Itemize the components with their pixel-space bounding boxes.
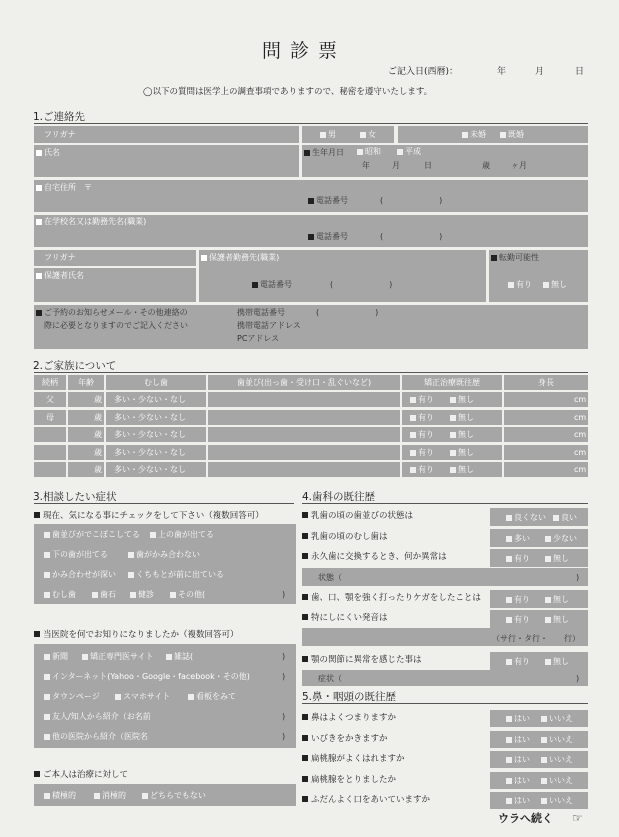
section-5-heading: 5.鼻・咽頭の既往歴 bbox=[302, 691, 397, 703]
nose-yes[interactable]: はい bbox=[506, 797, 530, 805]
transfer-no[interactable]: 無し bbox=[543, 281, 567, 289]
transfer-label: 転勤可能性 bbox=[491, 254, 539, 262]
q-baby-teeth-align: 乳歯の頃の歯並びの状態は bbox=[302, 512, 413, 521]
family-ortho-yes[interactable]: 有り bbox=[410, 466, 434, 474]
months-unit: ヶ月 bbox=[511, 161, 527, 170]
attitude-question: ご本人は治療に対して bbox=[34, 771, 128, 780]
state-label: 状態（ bbox=[318, 573, 342, 582]
family-cell[interactable] bbox=[208, 427, 400, 442]
birth-year: 年 bbox=[362, 161, 370, 170]
family-caries: 多い・少ない・なし bbox=[114, 395, 186, 404]
opt-tartar[interactable]: 歯石 bbox=[92, 591, 116, 599]
symptom-label: 症状（ bbox=[318, 674, 342, 683]
mobile-phone-label: 携帯電話番号 bbox=[237, 308, 285, 317]
family-height-unit: cm bbox=[574, 447, 587, 457]
q-pronunciation: 特にしにくい発音は bbox=[302, 614, 388, 623]
symptom-field[interactable] bbox=[302, 670, 588, 686]
ans-not-good[interactable]: 良くない bbox=[506, 514, 546, 522]
nose-yes[interactable]: はい bbox=[506, 736, 530, 744]
ans-injury-no[interactable]: 無し bbox=[545, 596, 569, 604]
birthdate-label: 生年月日 bbox=[304, 149, 344, 157]
family-header-cell bbox=[402, 375, 502, 390]
contact-note-1: ご予約のお知らせメール・その他連絡の bbox=[36, 309, 188, 317]
family-header-label: 身長 bbox=[538, 378, 554, 387]
nose-answer-box bbox=[490, 751, 588, 768]
family-header-label: 矯正治療既往歴 bbox=[424, 378, 480, 387]
q-permanent-abnormal: 永久歯に交換するとき、何か異常は bbox=[302, 553, 447, 562]
opt-caries[interactable]: むし歯 bbox=[44, 591, 76, 599]
ref-friend[interactable]: 友人/知人から紹介（お名前 bbox=[44, 713, 151, 721]
opt-upper[interactable]: 上の歯が出てる bbox=[150, 531, 214, 539]
nose-question: 扁桃腺がよくはれますか bbox=[302, 755, 405, 764]
nose-no[interactable]: いいえ bbox=[541, 756, 573, 764]
ans-many[interactable]: 多い bbox=[506, 535, 530, 543]
family-header-cell bbox=[504, 375, 588, 390]
family-height-unit: cm bbox=[574, 412, 587, 422]
heisei-checkbox[interactable]: 平成 bbox=[397, 148, 421, 156]
family-age-unit: 歳 bbox=[94, 395, 102, 404]
nose-answer-box bbox=[490, 710, 588, 727]
family-age-unit: 歳 bbox=[94, 412, 102, 422]
nose-yes[interactable]: はい bbox=[506, 777, 530, 785]
family-relation: 母 bbox=[46, 412, 54, 422]
family-ortho-no[interactable]: 無し bbox=[450, 449, 474, 457]
address-field[interactable] bbox=[34, 180, 588, 212]
male-checkbox[interactable]: 男 bbox=[320, 131, 336, 139]
ans-few[interactable]: 少ない bbox=[545, 535, 577, 543]
symptom-question: 現在、気になる事にチェックをして下さい（複数回答可） bbox=[34, 512, 264, 521]
ref-townpage[interactable]: タウンページ bbox=[44, 693, 100, 701]
opt-checkup[interactable]: 健診 bbox=[130, 591, 154, 599]
nose-answer-box bbox=[490, 731, 588, 748]
family-caries: 多い・少ない・なし bbox=[114, 430, 186, 439]
attitude-neutral[interactable]: どちらでもない bbox=[142, 792, 206, 800]
mobile-phone-paren: ( ) bbox=[316, 308, 379, 317]
work-phone-paren: ( ) bbox=[380, 232, 443, 241]
date-label: ご記入日(西暦)： bbox=[388, 67, 459, 77]
a-permanent-abnormal bbox=[490, 549, 588, 567]
family-height-unit: cm bbox=[574, 430, 587, 439]
mobile-mail-label: 携帯電話アドレス bbox=[237, 321, 301, 330]
family-header-cell bbox=[106, 375, 206, 390]
name-field[interactable] bbox=[34, 145, 299, 177]
family-caries: 多い・少ない・なし bbox=[114, 465, 186, 474]
attitude-active[interactable]: 積極的 bbox=[44, 792, 76, 800]
family-cell[interactable] bbox=[208, 410, 400, 425]
nose-no[interactable]: いいえ bbox=[541, 797, 573, 805]
date-year: 年 bbox=[497, 67, 507, 77]
ans-perm-no[interactable]: 無し bbox=[545, 555, 569, 563]
family-header-label: 年齢 bbox=[78, 378, 94, 387]
family-header-label: むし歯 bbox=[144, 378, 168, 387]
guardian-name-label: 保護者氏名 bbox=[36, 272, 84, 280]
family-header-cell bbox=[208, 375, 400, 390]
family-ortho-no[interactable]: 無し bbox=[450, 466, 474, 474]
q-jaw-joint: 顎の関節に異常を感じた事は bbox=[302, 656, 422, 665]
pc-mail-label: PCアドレス bbox=[237, 334, 280, 343]
opt-lower[interactable]: 下の歯が出てる bbox=[44, 551, 108, 559]
q-injury: 歯、口、顎を強く打ったりケガをしたことは bbox=[302, 594, 481, 603]
family-cell[interactable] bbox=[208, 392, 400, 407]
nose-question: いびきをかきますか bbox=[302, 735, 388, 744]
family-cell[interactable] bbox=[34, 445, 66, 460]
opt-other-close: ) bbox=[282, 590, 286, 599]
furigana-label: フリガナ bbox=[44, 130, 76, 139]
name-label: 氏名 bbox=[36, 149, 60, 157]
ref-internet[interactable]: インターネット(Yahoo・Google・facebook・その他) bbox=[44, 673, 250, 681]
family-cell[interactable] bbox=[208, 445, 400, 460]
ans-pron-yes[interactable]: 有り bbox=[506, 616, 530, 624]
gender-field[interactable] bbox=[302, 126, 394, 143]
opt-deep[interactable]: かみ合わせが深い bbox=[44, 571, 116, 579]
nose-question: 鼻はよくつまりますか bbox=[302, 714, 396, 723]
ans-jaw-yes[interactable]: 有り bbox=[506, 658, 530, 666]
section-1-heading: 1.ご連絡先 bbox=[33, 111, 86, 123]
pointing-hand-icon: ☞ bbox=[572, 811, 583, 825]
guardian-work-label: 保護者勤務先(職業) bbox=[201, 254, 279, 262]
contact-note-2: 際に必要となりますのでご記入ください bbox=[44, 321, 188, 330]
section-3-heading: 3.相談したい症状 bbox=[33, 491, 117, 503]
family-age-unit: 歳 bbox=[94, 447, 102, 457]
family-table bbox=[34, 375, 588, 480]
family-age-unit: 歳 bbox=[94, 465, 102, 474]
family-header-label: 続柄 bbox=[42, 378, 58, 387]
family-caries: 多い・少ない・なし bbox=[114, 412, 186, 422]
family-ortho-yes[interactable]: 有り bbox=[410, 414, 434, 422]
family-ortho-no[interactable]: 無し bbox=[450, 431, 474, 439]
family-relation: 父 bbox=[46, 395, 54, 404]
family-ortho-yes[interactable]: 有り bbox=[410, 449, 434, 457]
ans-pron-no[interactable]: 無し bbox=[545, 616, 569, 624]
ref-clinic[interactable]: 他の医院から紹介（医院名 bbox=[44, 733, 148, 741]
birth-day: 日 bbox=[424, 161, 432, 170]
date-month: 月 bbox=[535, 67, 545, 77]
family-ortho-no[interactable]: 無し bbox=[450, 414, 474, 422]
family-ortho-yes[interactable]: 有り bbox=[410, 431, 434, 439]
nose-answer-box bbox=[490, 792, 588, 809]
a-pronunciation bbox=[490, 610, 588, 628]
family-header-cell bbox=[34, 375, 66, 390]
family-cell[interactable] bbox=[34, 427, 66, 442]
ans-perm-yes[interactable]: 有り bbox=[506, 555, 530, 563]
ans-injury-yes[interactable]: 有り bbox=[506, 596, 530, 604]
attitude-passive[interactable]: 消極的 bbox=[94, 792, 126, 800]
birth-month: 月 bbox=[392, 161, 400, 170]
guardian-phone-paren: ( ) bbox=[330, 280, 393, 289]
a-injury bbox=[490, 590, 588, 608]
work-phone-label: 電話番号 bbox=[308, 233, 348, 241]
ans-good[interactable]: 良い bbox=[553, 514, 577, 522]
married-checkbox[interactable]: 既婚 bbox=[500, 131, 524, 139]
family-cell[interactable] bbox=[34, 462, 66, 477]
nose-question: ふだんよく口をあいていますか bbox=[302, 796, 430, 805]
unmarried-checkbox[interactable]: 未婚 bbox=[462, 131, 486, 139]
age-unit: 歳 bbox=[482, 161, 490, 170]
ref-newspaper[interactable]: 新聞 bbox=[44, 653, 68, 661]
page-title: 問診票 bbox=[262, 40, 347, 62]
home-phone-paren: ( ) bbox=[380, 196, 443, 205]
state-close: ) bbox=[576, 573, 580, 582]
referral-question: 当医院を何でお知りになりましたか（複数回答可） bbox=[34, 631, 239, 640]
address-label: 自宅住所 〒 bbox=[36, 184, 92, 192]
a-jaw-joint bbox=[490, 652, 588, 670]
ans-jaw-no[interactable]: 無し bbox=[545, 658, 569, 666]
nose-yes[interactable]: はい bbox=[506, 756, 530, 764]
family-height-unit: cm bbox=[574, 395, 587, 404]
state-field[interactable] bbox=[302, 568, 588, 586]
opt-mouth[interactable]: くちもとが前に出ている bbox=[128, 571, 224, 579]
ref-friend-close: ) bbox=[282, 712, 286, 721]
ref-magazine-close: ) bbox=[282, 652, 286, 661]
family-caries: 多い・少ない・なし bbox=[114, 447, 186, 457]
ref-clinic-close: ) bbox=[282, 732, 286, 741]
privacy-notice: ◯以下の質問は医学上の調査事項でありますので、秘密を遵守いたします。 bbox=[143, 87, 433, 97]
continue-label: ウラへ続く bbox=[498, 812, 553, 825]
section-2-heading: 2.ご家族について bbox=[33, 360, 117, 372]
family-cell[interactable] bbox=[208, 462, 400, 477]
family-height-unit: cm bbox=[574, 465, 587, 474]
transfer-yes[interactable]: 有り bbox=[508, 281, 532, 289]
family-header-cell bbox=[68, 375, 104, 390]
opt-bite[interactable]: 歯がかみ合わない bbox=[128, 551, 200, 559]
home-phone-label: 電話番号 bbox=[308, 197, 348, 205]
marital-field[interactable] bbox=[398, 126, 588, 143]
school-work-label: 在学校名又は勤務先名(職業) bbox=[36, 218, 146, 226]
nose-no[interactable]: いいえ bbox=[541, 777, 573, 785]
ref-magazine[interactable]: 雑誌( bbox=[166, 653, 193, 661]
family-age-unit: 歳 bbox=[94, 430, 102, 439]
nose-no[interactable]: いいえ bbox=[541, 736, 573, 744]
opt-other[interactable]: その他( bbox=[170, 591, 205, 599]
female-checkbox[interactable]: 女 bbox=[360, 131, 376, 139]
birthdate-field[interactable] bbox=[302, 145, 588, 177]
ref-signboard[interactable]: 看板をみて bbox=[188, 693, 236, 701]
ref-ortho-site[interactable]: 矯正専門医サイト bbox=[82, 653, 153, 661]
q-baby-caries: 乳歯の頃のむし歯は bbox=[302, 533, 388, 542]
family-header-label: 歯並び(出っ歯・受け口・乱ぐいなど) bbox=[236, 378, 372, 387]
nose-question: 扁桃腺をとりましたか bbox=[302, 776, 396, 785]
nose-no[interactable]: いいえ bbox=[541, 715, 573, 723]
nose-yes[interactable]: はい bbox=[506, 715, 530, 723]
guardian-phone-label: 電話番号 bbox=[252, 281, 292, 289]
ref-internet-close: ) bbox=[282, 672, 286, 681]
showa-checkbox[interactable]: 昭和 bbox=[357, 148, 381, 156]
ref-smartphone[interactable]: スマホサイト bbox=[115, 693, 170, 701]
symptom-close: ) bbox=[576, 674, 580, 683]
opt-crowded[interactable]: 歯並びがでこぼこしてる bbox=[44, 531, 140, 539]
section-4-heading: 4.歯科の既往歴 bbox=[302, 491, 376, 503]
date-day: 日 bbox=[575, 67, 585, 77]
family-ortho-no[interactable]: 無し bbox=[450, 396, 474, 404]
nose-answer-box bbox=[490, 772, 588, 789]
sounds-label: （サ行・タ行・ 行） bbox=[492, 634, 580, 643]
family-ortho-yes[interactable]: 有り bbox=[410, 396, 434, 404]
furigana2-label: フリガナ bbox=[44, 253, 76, 262]
